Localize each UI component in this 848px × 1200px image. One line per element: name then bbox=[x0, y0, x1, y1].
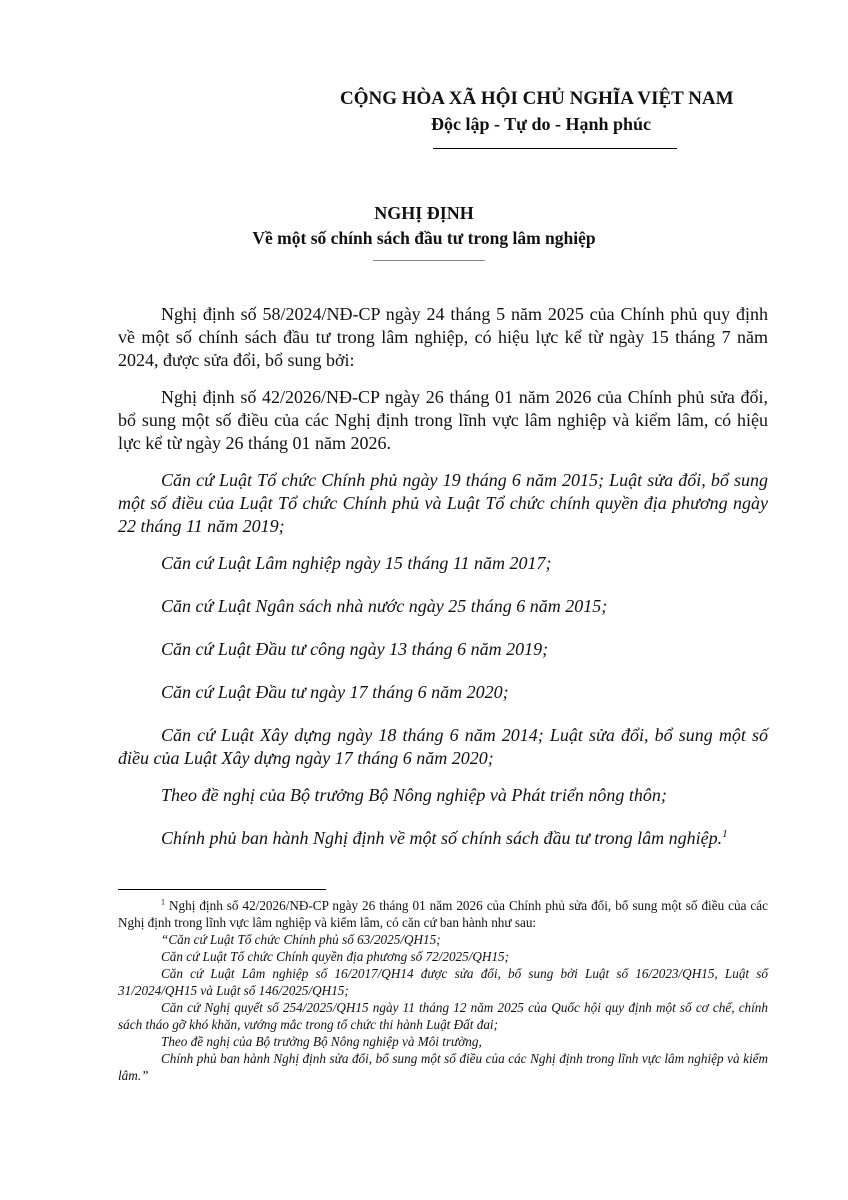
footnote-line: Căn cứ Nghị quyết số 254/2025/QH15 ngày 11 tháng 12 năm 2025 của Quốc hội quy định một số cơ chế, chính sách tháo gỡ khó khăn, vướng mắc trong tổ chức thi hành Luật Đất đai; bbox=[118, 1000, 768, 1032]
footnote-line: Căn cứ Luật Lâm nghiệp số 16/2017/QH14 được sửa đổi, bổ sung bởi Luật số 16/2023/QH15, Luật số 31/2024/QH15 và Luật số 146/2025/QH15; bbox=[118, 966, 768, 998]
legal-basis-government-law: Căn cứ Luật Tổ chức Chính phủ ngày 19 tháng 6 năm 2015; Luật sửa đổi, bổ sung một số điều của Luật Tổ chức Chính phủ và Luật Tổ chức chính quyền địa phương ngày 22 tháng 11 năm 2019; bbox=[118, 470, 768, 536]
promulgation-text: Chính phủ ban hành Nghị định về một số chính sách đầu tư trong lâm nghiệp. bbox=[161, 828, 723, 848]
document-type: NGHỊ ĐỊNH bbox=[374, 203, 474, 223]
document-subject: Về một số chính sách đầu tư trong lâm nghiệp bbox=[252, 228, 596, 248]
proposal-statement: Theo đề nghị của Bộ trưởng Bộ Nông nghiệp và Phát triển nông thôn; bbox=[161, 785, 667, 805]
legal-basis-investment-law: Căn cứ Luật Đầu tư ngày 17 tháng 6 năm 2020; bbox=[161, 682, 509, 702]
legal-basis-construction-law: Căn cứ Luật Xây dựng ngày 18 tháng 6 năm 2014; Luật sửa đổi, bổ sung một số điều của Luật Xây dựng ngày 17 tháng 6 năm 2020; bbox=[118, 725, 768, 768]
footnote-reference[interactable]: 1 bbox=[722, 828, 728, 840]
promulgation-statement bbox=[118, 827, 768, 850]
footnote-1 bbox=[118, 897, 768, 931]
footnotes bbox=[118, 897, 768, 1084]
footnote-number: 1 bbox=[161, 897, 165, 907]
motto-underline bbox=[433, 148, 677, 149]
national-motto: Độc lập - Tự do - Hạnh phúc bbox=[431, 114, 652, 134]
footnote-separator bbox=[118, 889, 326, 890]
footnote-line: Chính phủ ban hành Nghị định sửa đổi, bổ sung một số điều của các Nghị định trong lĩnh vực lâm nghiệp và kiểm lâm.” bbox=[118, 1051, 768, 1083]
paragraph-amendment: Nghị định số 42/2026/NĐ-CP ngày 26 tháng 01 năm 2026 của Chính phủ sửa đổi, bổ sung một số điều của các Nghị định trong lĩnh vực lâm nghiệp và kiểm lâm, có hiệu lực kể từ ngày 26 tháng 01 năm 2026. bbox=[118, 387, 768, 453]
legal-basis-forestry-law: Căn cứ Luật Lâm nghiệp ngày 15 tháng 11 năm 2017; bbox=[161, 553, 552, 573]
footnote-line: “Căn cứ Luật Tổ chức Chính phủ số 63/2025/QH15; bbox=[161, 932, 441, 947]
national-title: CỘNG HÒA XÃ HỘI CHỦ NGHĨA VIỆT NAM bbox=[340, 88, 734, 109]
paragraph-consolidation: Nghị định số 58/2024/NĐ-CP ngày 24 tháng 5 năm 2025 của Chính phủ quy định về một số chính sách đầu tư trong lâm nghiệp, có hiệu lực kể từ ngày 15 tháng 7 năm 2024, được sửa đổi, bổ sung bởi: bbox=[118, 304, 768, 370]
footnote-line: Căn cứ Luật Tổ chức Chính quyền địa phương số 72/2025/QH15; bbox=[161, 949, 510, 964]
footnote-intro: Nghị định số 42/2026/NĐ-CP ngày 26 tháng 01 năm 2026 của Chính phủ sửa đổi, bổ sung một số điều của các Nghị định trong lĩnh vực lâm nghiệp và kiểm lâm, có căn cứ ban hành như sau: bbox=[118, 898, 768, 930]
legal-basis-budget-law: Căn cứ Luật Ngân sách nhà nước ngày 25 tháng 6 năm 2015; bbox=[161, 596, 608, 616]
legal-basis-public-investment-law: Căn cứ Luật Đầu tư công ngày 13 tháng 6 năm 2019; bbox=[161, 639, 549, 659]
title-divider bbox=[373, 260, 485, 261]
footnote-line: Theo đề nghị của Bộ trưởng Bộ Nông nghiệp và Môi trường, bbox=[161, 1034, 482, 1049]
document-body bbox=[118, 303, 768, 864]
